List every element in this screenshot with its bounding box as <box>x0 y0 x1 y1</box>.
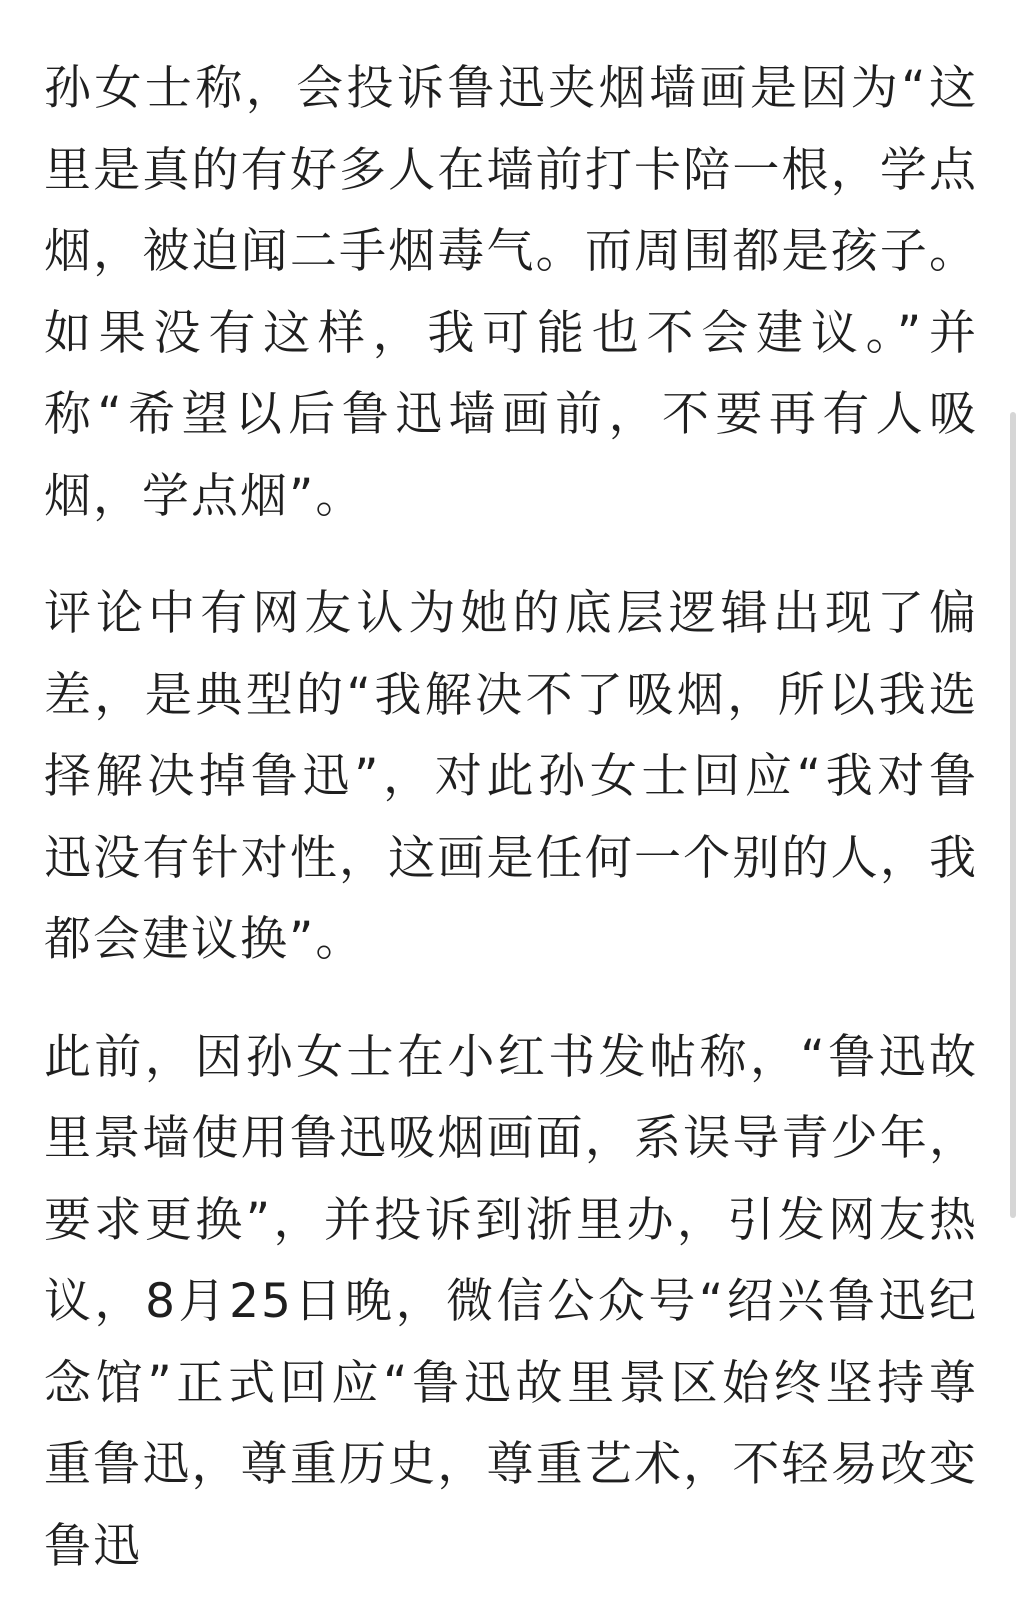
scrollbar-thumb[interactable] <box>1010 412 1016 1218</box>
article-body <box>44 48 978 1623</box>
article-paragraph: 此前，因孙女士在小红书发帖称，“鲁迅故里景墙使用鲁迅吸烟画面，系误导青少年，要求更换”，并投诉到浙里办，引发网友热议，8月25日晚，微信公众号“绍兴鲁迅纪念馆”正式回应“鲁迅故里景区始终坚持尊重鲁迅，尊重历史，尊重艺术，不轻易改变鲁迅 <box>44 1029 978 1574</box>
article-paragraph: 评论中有网友认为她的底层逻辑出现了偏差，是典型的“我解决不了吸烟，所以我选择解决掉鲁迅”，对此孙女士回应“我对鲁迅没有针对性，这画是任何一个别的人，我都会建议换”。 <box>44 586 978 967</box>
article-paragraph: 孙女士称，会投诉鲁迅夹烟墙画是因为“这里是真的有好多人在墙前打卡陪一根，学点烟，被迫闻二手烟毒气。而周围都是孩子。如果没有这样，我可能也不会建议。”并称“希望以后鲁迅墙画前，不要再有人吸烟，学点烟”。 <box>44 61 978 524</box>
